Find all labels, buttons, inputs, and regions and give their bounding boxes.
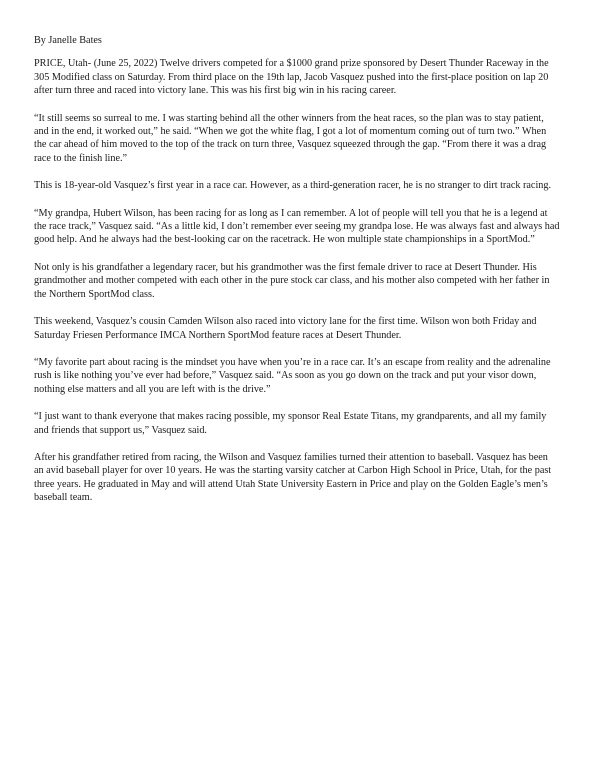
paragraph-cousin: This weekend, Vasquez’s cousin Camden Wilson also raced into victory lane for the first time. Wilson won both Friday and Saturday Friesen Performance IMCA Northern SportMod feature races at Desert Thunder. — [34, 316, 537, 341]
paragraph-quote-grandpa: “My grandpa, Hubert Wilson, has been racing for as long as I can remember. A lot of people will tell you that he is a legend at the race track,” Vasquez said. “As a little kid, I don’t remember ever seeing my grandpa lose. He was always fast and always had good help. And he always had the best-looking car on the racetrack. He won multiple state championships in a SportMod.” — [34, 207, 560, 246]
paragraph-quote-mindset: “My favorite part about racing is the mindset you have when you’re in a race car. It’s an escape from reality and the adrenaline rush is like nothing you’ve ever had before,” Vasquez said. “As soon as you go down on the track and put your visor down, nothing else matters and all you are left with is the drive.” — [34, 356, 551, 395]
paragraph-first-year: This is 18-year-old Vasquez’s first year in a race car. However, as a third-generation racer, he is no stranger to dirt track racing. — [34, 180, 552, 192]
paragraph-lead: PRICE, Utah- (June 25, 2022) Twelve drivers competed for a $1000 grand prize sponsored by Desert Thunder Raceway in the 305 Modified class on Saturday. From third place on the 19th lap, Jacob Vasquez pushed into the first-place position on lap 20 after turn three and raced into victory lane. This was his first big win in his racing career. — [34, 58, 549, 97]
paragraph-quote-thanks: “I just want to thank everyone that makes racing possible, my sponsor Real Estate Titans, my grandparents, and all my family and friends that support us,” Vasquez said. — [34, 411, 547, 436]
paragraph-baseball: After his grandfather retired from racing, the Wilson and Vasquez families turned their attention to baseball. Vasquez has been an avid baseball player for over 10 years. He was the starting varsity catcher at Carbon High School in Price, Utah, for the past three years. He graduated in May and will attend Utah State University Eastern in Price and play on the Golden Eagle’s men’s baseball team. — [34, 451, 552, 504]
article-page — [34, 34, 560, 519]
paragraph-grandmother: Not only is his grandfather a legendary racer, but his grandmother was the first female driver to race at Desert Thunder. His grandmother and mother competed with each other in the pure stock car class, and his mother also competed with her father in the Northern SportMod class. — [34, 261, 550, 300]
byline: By Janelle Bates — [34, 35, 102, 46]
paragraph-quote-surreal: “It still seems so surreal to me. I was starting behind all the other winners from the heat races, so the plan was to stay patient, and in the end, it worked out,” he said. “When we got the white flag, I got a lot of momentum coming out of turn two.” When the car ahead of him moved to the top of the track on turn three, Vasquez squeezed through the gap. “From there it was a drag race to the finish line.” — [34, 112, 547, 164]
